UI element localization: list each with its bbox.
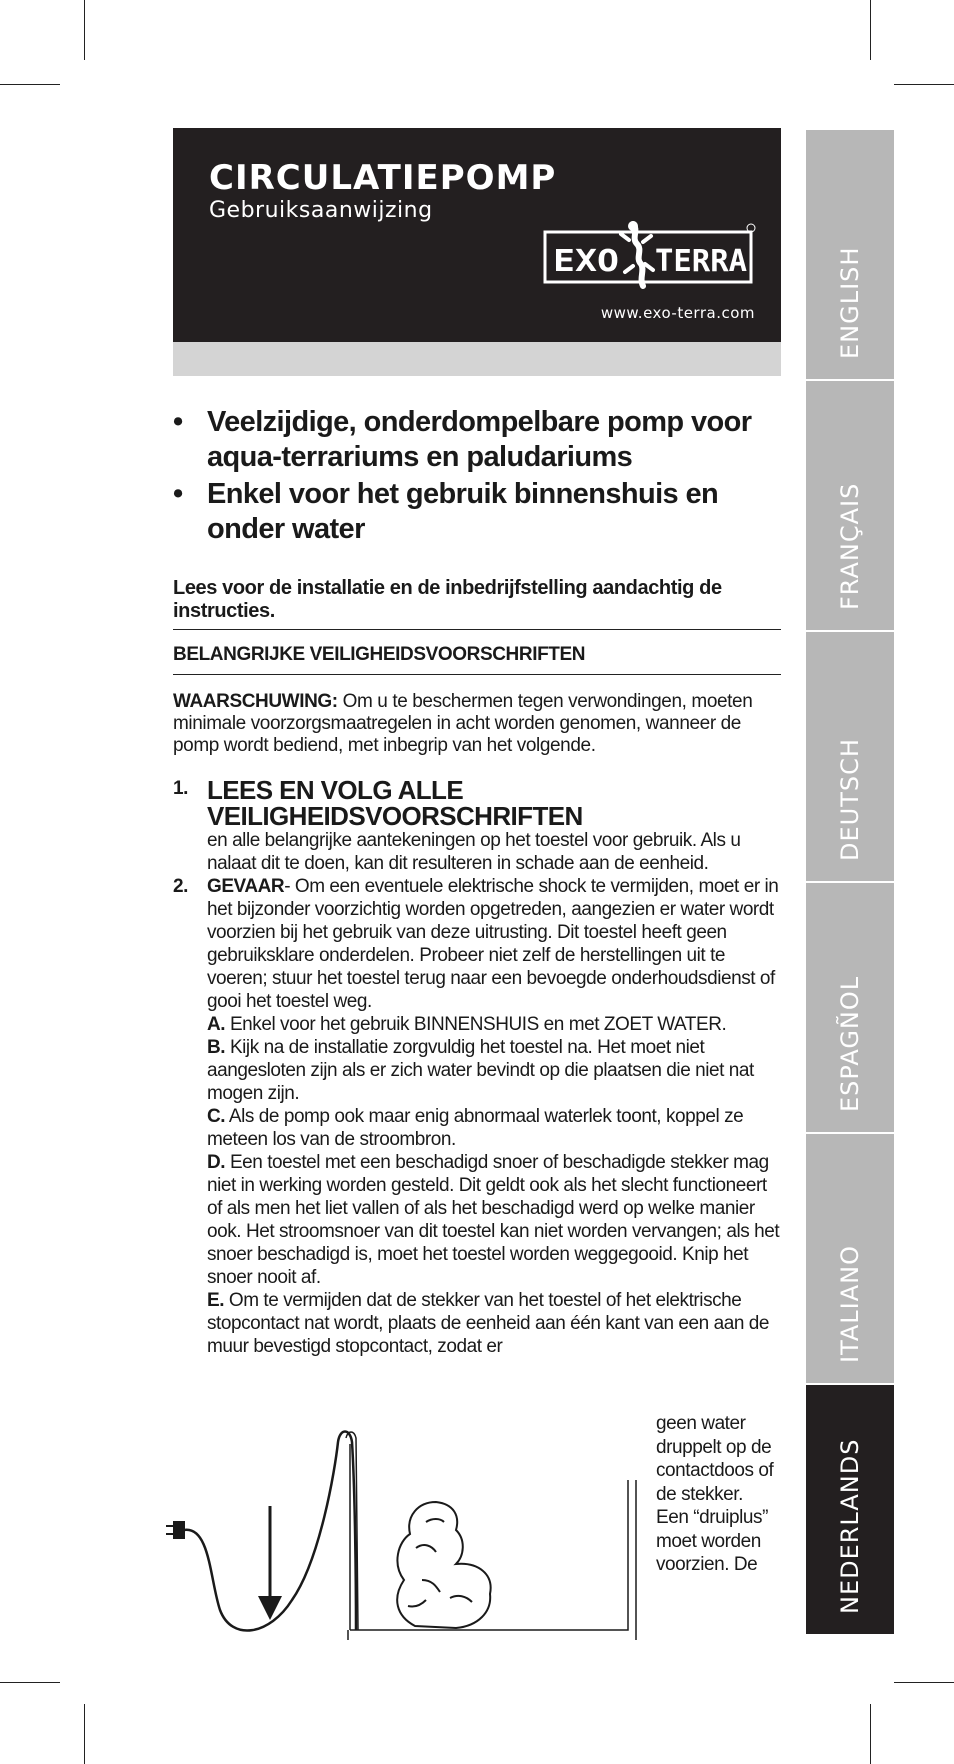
header-banner: [173, 128, 781, 342]
page-subtitle: Gebruiksaanwijzing: [209, 198, 433, 223]
sub-label: E.: [207, 1290, 225, 1311]
gecko-logo-icon: [543, 220, 757, 292]
sub-label: D.: [207, 1152, 226, 1173]
feature-list: [173, 405, 781, 547]
website-url: www.exo-terra.com: [600, 304, 755, 322]
step-text: - Om een eventuele elektrische shock te vermijden, moet er in het bijzonder voorzichtig worden opgetreden, aangezien er water wordt voorzien bij het gebruik van deze uitrusting. Dit toestel heeft geen gebruiksklare onderdelen. Probeer niet zelf de herstellingen uit te voeren; stuur het toestel terug naar een bevoegde onderhoudsdienst of gooi het toestel weg.: [207, 876, 779, 1012]
page-title: CIRCULATIEPOMP: [209, 158, 557, 198]
step-item: [173, 875, 781, 1358]
read-instructions-note: Lees voor de installatie en de inbedrijfstelling aandachtig de instructies.: [173, 577, 781, 630]
sub-item-c: [207, 1105, 781, 1151]
crop-mark: [84, 0, 85, 60]
tab-label: FRANÇAIS: [836, 482, 864, 610]
sub-label: B.: [207, 1037, 226, 1058]
brand-logo: [543, 220, 757, 292]
safety-steps: [173, 777, 781, 1358]
tab-label: NEDERLANDS: [836, 1438, 864, 1614]
language-tabs: [806, 130, 894, 1636]
crop-mark: [0, 1682, 60, 1683]
sub-label: A.: [207, 1014, 226, 1035]
rock-icon: [397, 1502, 490, 1628]
crop-mark: [0, 84, 60, 85]
tab-espagnol[interactable]: [806, 883, 894, 1132]
logo-word-exo: EXO: [553, 244, 619, 279]
step-item: [173, 777, 781, 875]
warning-paragraph: [173, 691, 781, 757]
tab-deutsch[interactable]: [806, 632, 894, 881]
sub-text: Kijk na de installatie zorgvuldig het toestel na. Het moet niet aangesloten zijn als er zich water bevindt op die plaatsen die niet nat mogen zijn.: [207, 1037, 754, 1104]
tab-nederlands[interactable]: [806, 1385, 894, 1634]
crop-mark: [894, 84, 954, 85]
warning-label: WAARSCHUWING:: [173, 691, 338, 712]
sub-text: Een toestel met een beschadigd snoer of beschadigde stekker mag niet in werking worden gesteld. Dit geldt ook als het slecht functioneert of als men het liet vallen of als het beschadigd werd op welke manier ook. Het stroomsnoer van dit toestel kan niet worden vervangen; als het snoer beschadigd is, moet het toestel worden weggegooid. Knip het snoer nooit af.: [207, 1152, 780, 1288]
step-heading: GEVAAR: [207, 876, 285, 897]
tab-francais[interactable]: [806, 381, 894, 630]
warning-text: Om u te beschermen tegen verwondingen, moeten minimale voorzorgsmaatregelen in acht worden genomen, wanneer de pomp wordt bediend, met inbegrip van het volgende.: [173, 691, 753, 756]
header-divider-bar: [173, 342, 781, 376]
tab-label: DEUTSCH: [836, 738, 864, 861]
step-number: 2.: [173, 876, 188, 897]
crop-mark: [870, 1704, 871, 1764]
section-title: BELANGRIJKE VEILIGHEIDSVOORSCHRIFTEN: [173, 644, 781, 675]
feature-item: • Veelzijdige, onderdompelbare pomp voor aqua-terrariums en paludariums: [173, 405, 781, 475]
tab-italiano[interactable]: [806, 1134, 894, 1383]
sub-text: Enkel voor het gebruik BINNENSHUIS en met ZOET WATER.: [225, 1014, 727, 1035]
feature-item: • Enkel voor het gebruik binnenshuis en onder water: [173, 477, 781, 547]
step-number: 1.: [173, 778, 188, 799]
tab-label: ENGLISH: [836, 246, 864, 359]
drip-loop-illustration: [160, 1430, 640, 1640]
logo-word-terra: TERRA: [655, 244, 747, 279]
step-text: en alle belangrijke aantekeningen op het toestel voor gebruik. Als u nalaat dit te doen, kan dit resulteren in schade aan de eenheid.: [207, 830, 741, 874]
tab-label: ITALIANO: [836, 1244, 864, 1363]
step-heading: LEES EN VOLG ALLE VEILIGHEIDSVOORSCHRIFTEN: [207, 775, 583, 831]
sub-item-e: [207, 1289, 781, 1358]
sub-label: C.: [207, 1106, 226, 1127]
tank-outline: [348, 1480, 636, 1640]
tab-english[interactable]: [806, 130, 894, 379]
main-content: [173, 405, 781, 1358]
crop-mark: [870, 0, 871, 60]
sub-text: Om te vermijden dat de stekker van het toestel of het elektrische stopcontact nat wordt, plaats de eenheid aan één kant van een aan de muur bevestigd stopcontact, zodat er: [207, 1290, 770, 1357]
crop-mark: [894, 1682, 954, 1683]
sub-item-d: [207, 1151, 781, 1289]
crop-mark: [84, 1704, 85, 1764]
sub-text: Als de pomp ook maar enig abnormaal waterlek toont, koppel ze meteen los van de stroombron.: [207, 1106, 744, 1150]
wrapped-text-column: geen water druppelt op de contactdoos of de stekker. Een “druiplus” moet worden voorzien. De: [656, 1413, 774, 1575]
sub-item-b: [207, 1036, 781, 1105]
sub-item-a: [207, 1013, 781, 1036]
plug-icon: [174, 1522, 184, 1538]
tab-label: ESPAGÑOL: [836, 975, 864, 1112]
